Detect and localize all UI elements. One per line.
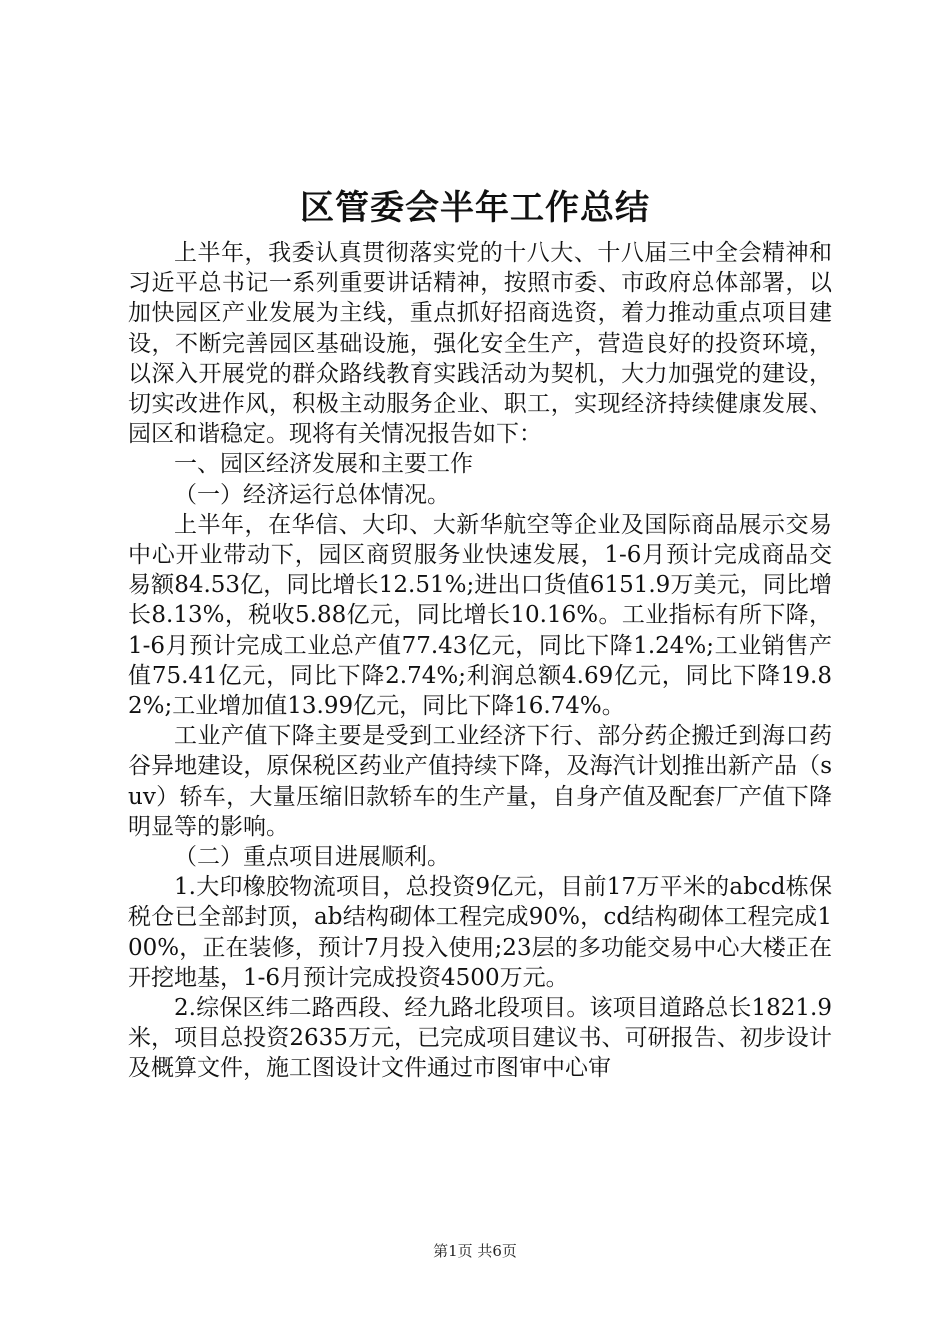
subsection-heading-1: （一）经济运行总体情况。 bbox=[174, 481, 450, 508]
section-heading-1: 一、园区经济发展和主要工作 bbox=[174, 451, 473, 478]
paragraph-economy: 上半年，在华信、大印、大新华航空等企业及国际商品展示交易中心开业带动下，园区商贸服务业快速发展，1-6月预计完成商品交易额84.53亿，同比增长12.51%;进出口货值6151.9万美元，同比增长8.13%，税收5.88亿元，同比增长10.16%。工业指标有所下降，1-6月预计完成工业总产值77.43亿元，同比下降1.24%;工业销售产值75.41亿元，同比下降2.74%;利润总额4.69亿元，同比下降19.82%;工业增加值13.99亿元，同比下降16.74%。 bbox=[128, 511, 832, 720]
paragraph-intro: 上半年，我委认真贯彻落实党的十八大、十八届三中全会精神和习近平总书记一系列重要讲话精神，按照市委、市政府总体部署，以加快园区产业发展为主线，重点抓好招商选资，着力推动重点项目建设，不断完善园区基础设施，强化安全生产，营造良好的投资环境，以深入开展党的群众路线教育实践活动为契机，大力加强党的建设，切实改进作风，积极主动服务企业、职工，实现经济持续健康发展、园区和谐稳定。现将有关情况报告如下： bbox=[128, 240, 832, 448]
document-body bbox=[128, 238, 832, 1084]
paragraph-decline-reasons: 工业产值下降主要是受到工业经济下行、部分药企搬迁到海口药谷异地建设，原保税区药业产值持续下降，及海汽计划推出新产品（suv）轿车，大量压缩旧款轿车的生产量，自身产值及配套厂产值下降明显等的影响。 bbox=[128, 723, 832, 840]
document-title: 区管委会半年工作总结 bbox=[300, 188, 650, 228]
subsection-heading-2: （二）重点项目进展顺利。 bbox=[174, 844, 450, 871]
paragraph-project-2: 2.综保区纬二路西段、经九路北段项目。该项目道路总长1821.9米，项目总投资2635万元，已完成项目建议书、可研报告、初步设计及概算文件，施工图设计文件通过市图审中心审 bbox=[128, 995, 832, 1082]
paragraph-project-1: 1.大印橡胶物流项目，总投资9亿元，目前17万平米的abcd栋保税仓已全部封顶，ab结构砌体工程完成90%，cd结构砌体工程完成100%，正在装修，预计7月投入使用;23层的多功能交易中心大楼正在开挖地基，1-6月预计完成投资4500万元。 bbox=[128, 874, 832, 991]
page-footer: 第1页 共6页 bbox=[433, 1242, 517, 1260]
